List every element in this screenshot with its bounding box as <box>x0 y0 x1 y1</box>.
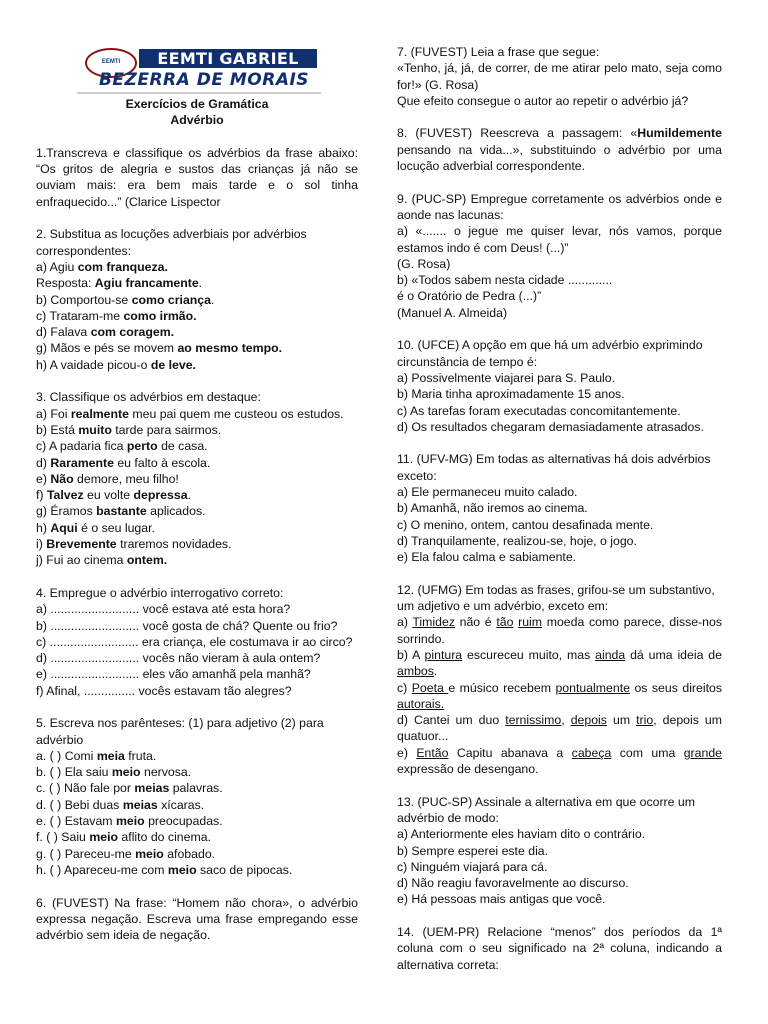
question-14: 14. (UEM-PR) Relacione “menos” dos períodos da 1ª coluna com o seu significado na 2ª coluna, indicando a alternativa correta: <box>397 925 722 972</box>
q13-item-b: b) Sempre esperei este dia. <box>397 843 549 858</box>
q5-item-g: g. ( ) Pareceu-me meio afobado. <box>36 846 216 861</box>
q9-a-source: (G. Rosa) <box>397 256 451 271</box>
question-2-title: 2. Substitua as locuções adverbiais por advérbios correspondentes: <box>36 227 307 258</box>
q11-item-d: d) Tranquilamente, realizou-se, hoje, o jogo. <box>397 533 637 548</box>
q4-item-e: e) .......................... eles vão amanhã pela manhã? <box>36 667 311 682</box>
q13-item-e: e) Há pessoas mais antigas que você. <box>397 892 606 907</box>
q10-item-a: a) Possivelmente viajarei para S. Paulo. <box>397 370 616 385</box>
q5-item-e: e. ( ) Estavam meio preocupadas. <box>36 814 223 829</box>
q5-item-h: h. ( ) Apareceu-me com meio saco de pipocas. <box>36 862 293 877</box>
q9-item-a: a) «....... o jegue me quiser levar, nós vamos, porque estamos indo é com Deus! (...)” <box>397 224 722 255</box>
q3-item-i: i) Brevemente traremos novidades. <box>36 537 232 552</box>
q13-item-c: c) Ninguém viajará para cá. <box>397 859 548 874</box>
q9-item-b-cont: é o Oratório de Pedra (...)” <box>397 289 542 304</box>
q11-item-c: c) O menino, ontem, cantou desafinada mente. <box>397 517 654 532</box>
question-8: 8. (FUVEST) Reescreva a passagem: «Humildemente pensando na vida...», substituindo o advérbio por uma locução adverbial correspondente. <box>397 126 722 174</box>
q10-item-d: d) Os resultados chegaram demasiadamente atrasados. <box>397 419 704 434</box>
q12-item-e: e) Então Capitu abanava a cabeça com uma grande expressão de desengano. <box>397 745 722 777</box>
q11-item-a: a) Ele permaneceu muito calado. <box>397 485 578 500</box>
q5-item-b: b. ( ) Ela saiu meio nervosa. <box>36 765 192 780</box>
q4-item-d: d) .......................... vocês não vieram à aula ontem? <box>36 651 321 666</box>
page-subtitle: Advérbio <box>170 113 224 128</box>
q2-item-a: a) Agiu com franqueza. <box>36 259 168 274</box>
school-name-line2: BEZERRA DE MORAIS <box>98 70 310 90</box>
q9-b-source: (Manuel A. Almeida) <box>397 305 508 320</box>
q2-answer: Resposta: Agiu francamente. <box>36 276 203 291</box>
q2-item-g: g) Mãos e pés se movem ao mesmo tempo. <box>36 341 283 356</box>
q2-item-d: d) Falava com coragem. <box>36 325 175 340</box>
q9-item-b: b) «Todos sabem nesta cidade ............. <box>397 273 613 288</box>
q2-item-h: h) A vaidade picou-o de leve. <box>36 357 196 372</box>
q3-item-c: c) A padaria fica perto de casa. <box>36 439 208 454</box>
q11-item-b: b) Amanhã, não iremos ao cinema. <box>397 501 588 516</box>
q3-item-f: f) Talvez eu volte depressa. <box>36 488 191 503</box>
question-13-title: 13. (PUC-SP) Assinale a alternativa em que ocorre um advérbio de modo: <box>397 794 695 825</box>
q12-item-d: d) Cantei um duo ternissimo, depois um trio, depois um quatuor... <box>397 713 722 744</box>
q12-item-a: a) Timidez não é tão ruim moeda como parece, disse-nos sorrindo. <box>397 615 722 646</box>
q5-item-d: d. ( ) Bebi duas meias xícaras. <box>36 797 205 812</box>
q12-item-c: c) Poeta e músico recebem pontualmente os seus direitos autorais. <box>397 680 723 711</box>
logo-divider <box>77 92 321 94</box>
q10-item-b: b) Maria tinha aproximadamente 15 anos. <box>397 387 625 402</box>
question-11-title: 11. (UFV-MG) Em todas as alternativas há dois advérbios exceto: <box>397 452 711 483</box>
q3-item-g: g) Éramos bastante aplicados. <box>36 504 206 519</box>
q3-item-a: a) Foi realmente meu pai quem me custeou os estudos. <box>36 406 344 421</box>
q3-item-b: b) Está muito tarde para sairmos. <box>36 422 222 437</box>
q5-item-a: a. ( ) Comi meia fruta. <box>36 748 157 763</box>
left-column <box>36 96 358 943</box>
q3-item-h: h) Aqui é o seu lugar. <box>36 520 155 535</box>
q13-item-a: a) Anteriormente eles haviam dito o contrário. <box>397 827 646 842</box>
q2-item-b: b) Comportou-se como criança. <box>36 292 215 307</box>
q3-item-d: d) Raramente eu falto à escola. <box>36 455 211 470</box>
question-7-title: 7. (FUVEST) Leia a frase que segue: <box>397 45 600 59</box>
school-name-line1: EEMTI GABRIEL <box>139 49 317 68</box>
q11-item-e: e) Ela falou calma e sabiamente. <box>397 550 577 565</box>
q2-item-c: c) Trataram-me como irmão. <box>36 308 197 323</box>
q4-item-a: a) .......................... você estava até esta hora? <box>36 602 291 617</box>
question-1: 1.Transcreva e classifique os advérbios da frase abaixo: “Os gritos de alegria e sustos das crianças já não se ouviam mais: era bem mais tarde e o sol tinha enfraquecido...” (Clarice Lispector <box>36 145 358 209</box>
q4-item-c: c) .......................... era criança, ele costumava ir ao circo? <box>36 634 353 649</box>
q5-item-c: c. ( ) Não fale por meias palavras. <box>36 781 223 796</box>
right-column <box>397 44 722 973</box>
q3-item-e: e) Não demore, meu filho! <box>36 471 179 486</box>
page-title: Exercícios de Gramática <box>125 97 269 111</box>
question-9-title: 9. (PUC-SP) Empregue corretamente os advérbios onde e aonde nas lacunas: <box>397 191 722 222</box>
question-3-title: 3. Classifique os advérbios em destaque: <box>36 390 261 405</box>
school-emblem-icon: EEMTI <box>85 48 137 78</box>
q13-item-d: d) Não reagiu favoravelmente ao discurso. <box>397 876 629 891</box>
q5-item-f: f. ( ) Saiu meio aflito do cinema. <box>36 830 211 845</box>
question-12-title: 12. (UFMG) Em todas as frases, grifou-se um substantivo, um adjetivo e um advérbio, exceto em: <box>397 582 715 614</box>
q12-item-b: b) A pintura escureceu muito, mas ainda dá uma ideia de ambos. <box>397 647 722 679</box>
question-4-title: 4. Empregue o advérbio interrogativo correto: <box>36 585 284 600</box>
q7-prompt: Que efeito consegue o autor ao repetir o advérbio já? <box>397 93 689 108</box>
q4-item-f: f) Afinal, ............... vocês estavam tão alegres? <box>36 683 292 698</box>
q4-item-b: b) .......................... você gosta de chá? Quente ou frio? <box>36 618 338 633</box>
question-5-title: 5. Escreva nos parênteses: (1) para adjetivo (2) para advérbio <box>36 716 324 747</box>
school-logo <box>77 44 321 96</box>
q7-quote: «Tenho, já, já, de correr, de me atirar pelo mato, seja como for!» (G. Rosa) <box>397 61 722 92</box>
question-6: 6. (FUVEST) Na frase: “Homem não chora», o advérbio expressa negação. Escreva uma frase empregando esse advérbio sem ideia de negação. <box>36 895 358 943</box>
q3-item-j: j) Fui ao cinema ontem. <box>36 553 168 568</box>
q10-item-c: c) As tarefas foram executadas concomitantemente. <box>397 403 681 418</box>
question-10-title: 10. (UFCE) A opção em que há um advérbio exprimindo circunstância de tempo é: <box>397 338 703 369</box>
